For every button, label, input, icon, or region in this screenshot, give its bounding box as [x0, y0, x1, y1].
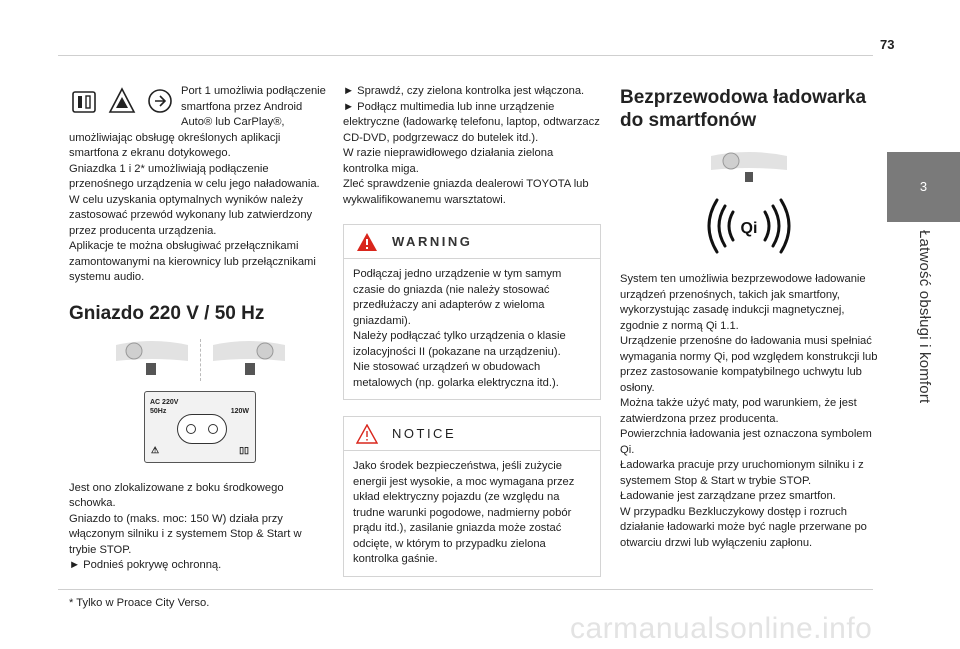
header-rule — [58, 55, 873, 56]
android-auto-icon — [107, 86, 137, 116]
section-heading-wireless: Bezprzewodowa ładowarka do smartfonów — [620, 87, 867, 131]
footnote: * Tylko w Proace City Verso. — [69, 597, 210, 609]
wireless-body-text: System ten umożliwia bezprzewodowe ładowanie urządzeń przenośnych, takich jak smartfony, wykorzystując zasadę indukcji magnetycznej, zgodnie z normą Qi 1.1. Urządzenie przenośne do ładowania musi spełniać wymagania normy Qi, pod względem konstrukcji lub przez zastosowanie kompatybilnego uchwytu lub osłony. Można także użyć maty, pod warunkiem, że jest zatwierdzona przez producenta. Powierzchnia ładowania jest oznaczona symbolem Qi. Ładowarka pracuje przy uruchomionym silniku i z systemem Stop & Start w trybie STOP. Ładowanie jest zarządzane przez smartfon. W przypadku Bezkluczykowy dostęp i rozruch działanie ładowarki może być nagle przerwane po otwarciu drzwi lub wyłączeniu zapłonu. — [620, 273, 878, 549]
column-3 — [620, 84, 878, 551]
chapter-title: Łatwość obsługi i komfort — [916, 230, 933, 404]
qi-wireless-icon — [703, 196, 795, 256]
warning-triangle-icon: ⚠ — [151, 445, 160, 455]
notice-box — [343, 416, 601, 577]
warning-box — [343, 224, 601, 400]
warning-icon — [356, 232, 378, 252]
warning-header — [344, 225, 600, 259]
plate-voltage: AC 220V — [150, 398, 179, 406]
notice-title: NOTICE — [392, 425, 457, 441]
column-2 — [343, 84, 601, 577]
notice-header — [344, 417, 600, 451]
section-heading-220v: Gniazdo 220 V / 50 Hz — [69, 302, 265, 324]
plate-frequency: 50Hz — [150, 407, 167, 415]
socket-plate[interactable] — [144, 391, 256, 463]
column-1 — [69, 84, 331, 574]
socket-pin-left — [186, 424, 196, 434]
page-number: 73 — [880, 37, 895, 52]
dashboard-socket-left-illustration — [114, 339, 190, 379]
notice-body: Jako środek bezpieczeństwa, jeśli zużycie energii jest wysokie, a moc wymagana przez układ elektryczny pojazdu (ze względu na trudne warunki pogodowe, nadmierny pobór prądu itd.), zasilanie gniazda może zostać odcięte, w którym to przypadku zielona kontrolka gaśnie. — [353, 460, 575, 565]
usb-port-icon — [69, 86, 99, 116]
carplay-icon — [145, 86, 175, 116]
wireless-console-illustration-wrap — [620, 150, 878, 186]
qi-label: Qi — [740, 220, 758, 237]
wireless-console-illustration — [709, 150, 789, 186]
socket-body-text: Jest ono zlokalizowane z boku środkowego schowka. Gniazdo to (maks. moc: 150 W) działa przy włączonym silniku i z systemem Stop & Start w trybie STOP. ► Podnieś pokrywę ochronną. — [69, 481, 302, 571]
qi-symbol-wrap — [620, 196, 878, 256]
dashboard-socket-right-illustration — [211, 339, 287, 379]
plate-power: 120W — [230, 407, 249, 415]
notice-icon — [356, 424, 378, 444]
watermark: carmanualsonline.info — [570, 612, 873, 645]
console-illustrations — [69, 339, 331, 381]
socket-outlet — [177, 414, 227, 444]
footer-rule — [58, 589, 873, 590]
illustration-divider — [200, 339, 201, 381]
chapter-tab[interactable]: 3 — [887, 152, 960, 222]
port-icons — [69, 84, 175, 118]
warning-body: Podłączaj jedno urządzenie w tym samym czasie do gniazda (nie należy stosować przedłużaczy ani adapterów z wieloma gniazdami). Należy podłączać tylko urządzenia o klasie izolacyjności II (pokazane na urządzeniu). Nie stosować urządzeń w obudowach metalowych (np. golarka elektryczna itd.). — [353, 268, 566, 389]
intro-text: Port 1 umożliwia podłączenie smartfona przez Android Auto® lub CarPlay®, umożliwiając obsługę określonych aplikacji smartfona z ekranu dotykowego. Gniazdka 1 i 2* umożliwiają podłączenie przenośnego urządzenia w celu jego naładowania. W celu uzyskania optymalnych wyników należy zastosować przewód wykonany lub zatwierdzony przez producenta urządzenia. Aplikacje te można obsługiwać przełącznikami zamontowanymi na kierownicy lub przełącznikami systemu audio. — [69, 85, 326, 283]
socket-instructions: ► Sprawdź, czy zielona kontrolka jest włączona. ► Podłącz multimedia lub inne urządzenie elektryczne (ładowarkę telefonu, laptop, odtwarzacz CD-DVD, podgrzewacz do butelek itd.). W razie nieprawidłowego działania zielona kontrolka miga. Zleć sprawdzenie gniazda dealerowi TOYOTA lub wykwalifikowanemu warsztatowi. — [343, 85, 600, 206]
warning-title: WARNING — [392, 233, 473, 249]
manual-book-icon: ▯▯ — [239, 445, 249, 455]
socket-pin-right — [208, 424, 218, 434]
